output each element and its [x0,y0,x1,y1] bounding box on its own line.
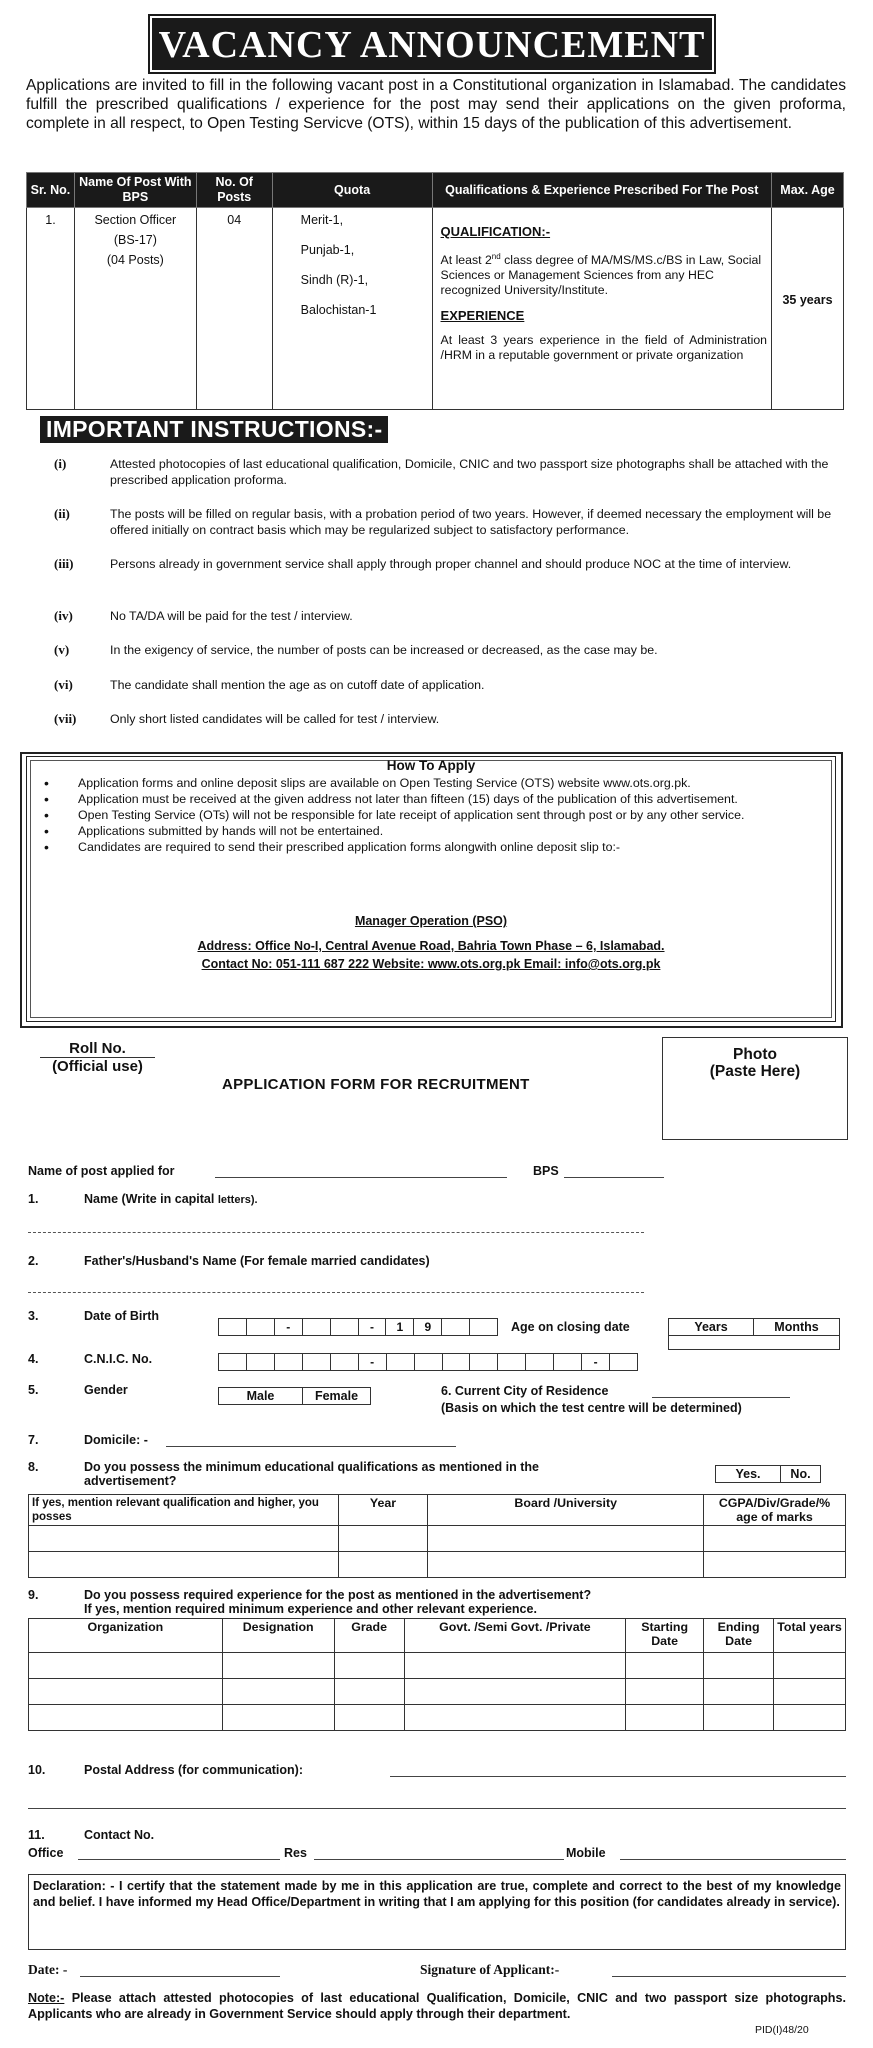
contact-address: Address: Office No-I, Central Avenue Road, Bahria Town Phase – 6, Islamabad. [197,939,665,953]
cnic-cell[interactable]: - [582,1354,610,1370]
instruction-num: (iv) [54,608,73,623]
page-title: VACANCY ANNOUNCEMENT [158,24,706,66]
row-post [74,208,196,410]
vacancy-table [26,172,844,410]
cnic-cell[interactable] [331,1354,359,1370]
office-label: Office [28,1846,64,1860]
table-cell[interactable] [626,1705,704,1731]
instruction-num: (iii) [54,556,74,571]
instruction-num: (ii) [54,506,70,521]
contact-name: Manager Operation (PSO) [354,914,508,928]
experience-table [28,1618,846,1731]
col-start-date: Starting Date [626,1619,704,1653]
instruction-item [36,608,842,624]
education-question: Do you possess the minimum educational qualifications as mentioned in the [84,1460,539,1474]
list-item-text: Open Testing Service (OTs) will not be responsible for late receipt of application sent through post or by any other service. [78,808,745,822]
postal-address-field-2[interactable] [28,1808,846,1809]
qualification-table-header [29,1495,846,1526]
instruction-text: Attested photocopies of last educational qualification, Domicile, CNIC and two passport size photographs shall be attached with the prescribed application proforma. [110,457,829,487]
col-total-years: Total years [774,1619,846,1653]
col-post-name: Name Of Post With BPS [74,173,196,208]
postal-address-label: Postal Address (for communication): [84,1763,304,1777]
experience-question-2: If yes, mention required minimum experience and other relevant experience. [84,1602,537,1616]
list-item-text: Application must be received at the given address not later than fifteen (15) days of the publication of this advertisement. [78,792,738,806]
res-label: Res [284,1846,307,1860]
date-label: Date: - [28,1962,68,1977]
table-cell[interactable] [704,1526,846,1552]
table-cell[interactable] [404,1679,626,1705]
col-quota: Quota [272,173,432,208]
table-cell[interactable] [428,1526,704,1552]
list-item [44,775,834,791]
name-label [84,1192,258,1206]
table-cell[interactable] [222,1653,334,1679]
how-to-apply-list [44,775,834,855]
dob-cell[interactable]: - [359,1319,387,1335]
col-board: Board /University [428,1495,704,1526]
post-applied-field[interactable] [215,1177,507,1178]
how-to-apply-title: How To Apply [386,758,476,773]
table-cell[interactable] [626,1653,704,1679]
qualification-sup: nd [491,252,501,261]
experience-text: At least 3 years experience in the field of Administration /HRM in a reputable government or private organization [440,333,768,363]
note-label: Note:- [28,1991,65,2005]
cnic-cell[interactable]: - [359,1354,387,1370]
dob-field[interactable] [218,1318,498,1336]
table-cell[interactable] [29,1653,223,1679]
instructions-heading: IMPORTANT INSTRUCTIONS:- [40,416,388,443]
table-row[interactable] [29,1526,846,1552]
qualification-table [28,1494,846,1578]
photo-paste-label: (Paste Here) [709,1063,801,1080]
instruction-item [36,556,842,572]
table-cell[interactable] [704,1653,774,1679]
field-5-num: 5. [28,1383,39,1397]
city-note: (Basis on which the test centre will be determined) [441,1401,742,1415]
city-label: 6. Current City of Residence [441,1384,609,1398]
cnic-cell[interactable] [610,1354,637,1370]
table-row[interactable] [29,1705,846,1731]
bps-field[interactable] [564,1177,664,1178]
quota-item: Sindh (R)-1, [300,273,369,287]
education-yes-option[interactable]: Yes. [715,1465,781,1483]
field-3-num: 3. [28,1309,39,1323]
list-item [44,807,834,823]
col-max-age: Max. Age [772,173,844,208]
table-cell[interactable] [29,1526,339,1552]
table-cell[interactable] [404,1705,626,1731]
table-cell[interactable] [222,1705,334,1731]
cnic-cell[interactable] [470,1354,498,1370]
post-name: Section Officer [94,213,177,227]
row-quota [272,208,432,410]
table-cell[interactable] [338,1552,428,1578]
col-qualification: If yes, mention relevant qualification and higher, you posses [29,1495,339,1526]
mobile-field[interactable] [620,1859,846,1860]
date-field[interactable] [80,1976,280,1977]
table-cell[interactable] [29,1679,223,1705]
roll-official: (Official use) [40,1057,155,1075]
table-row[interactable] [29,1679,846,1705]
cnic-field[interactable] [218,1353,638,1371]
dob-cell[interactable] [470,1319,497,1335]
col-sr-no: Sr. No. [27,173,75,208]
field-11-num: 11. [28,1828,45,1842]
table-cell[interactable] [704,1552,846,1578]
post-bps: (BS-17) [113,233,157,247]
note-text: Please attach attested photocopies of last educational Qualification, Domicile, CNIC and two passport size photographs. Applicants who are already in Government Service should apply through their department. [28,1991,846,2021]
cnic-cell[interactable] [554,1354,582,1370]
qualification-heading: QUALIFICATION:- [440,224,551,239]
father-name-label: Father's/Husband's Name (For female married candidates) [84,1254,430,1268]
dob-cell[interactable] [303,1319,331,1335]
bullet: • [44,775,49,791]
list-item [44,791,834,807]
cnic-cell[interactable] [443,1354,471,1370]
years-field[interactable]: Years [668,1318,754,1336]
table-cell[interactable] [774,1679,846,1705]
bullet: • [44,791,49,807]
list-item [44,823,834,839]
table-cell[interactable] [428,1552,704,1578]
roll-no-label [40,1040,155,1075]
signature-field[interactable] [612,1976,846,1977]
table-row [27,208,844,410]
gender-male-option[interactable]: Male [218,1387,303,1405]
list-item-text: Candidates are required to send their prescribed application forms alongwith online deposit slip to:- [78,840,621,854]
cnic-cell[interactable] [275,1354,303,1370]
instruction-text: The candidate shall mention the age as on cutoff date of application. [110,678,485,692]
table-cell[interactable] [29,1552,339,1578]
age-closing-label: Age on closing date [511,1320,630,1334]
cnic-cell[interactable] [219,1354,247,1370]
domicile-field[interactable] [166,1446,456,1447]
pid-code: PID(I)48/20 [755,2024,809,2036]
city-field[interactable] [652,1397,790,1398]
declaration-box: Declaration: - I certify that the statement made by me in this application are true, complete and correct to the best of my knowledge and belief. I have informed my Head Office/Department in writing that I am applying for this position (for candidates already in service). [28,1874,846,1950]
table-cell[interactable] [334,1653,404,1679]
name-label-small: letters). [217,1194,258,1206]
res-field[interactable] [314,1859,564,1860]
cnic-label: C.N.I.C. No. [84,1352,153,1366]
dob-label: Date of Birth [84,1309,159,1323]
domicile-label: Domicile: - [84,1433,148,1447]
instruction-text: In the exigency of service, the number of posts can be increased or decreased, as the case may be. [110,643,658,657]
post-applied-label: Name of post applied for [28,1164,175,1178]
table-cell[interactable] [704,1705,774,1731]
experience-table-header [29,1619,846,1653]
instruction-text: The posts will be filled on regular basis, with a probation period of two years. However, if deemed necessary the employment will be offered initially on contract basis which may be regularized subject to satisfactory performance. [110,507,832,537]
intro-paragraph: Applications are invited to fill in the following vacant post in a Constitutional organization in Islamabad. The candidates fulfill the prescribed qualifications / experience for the post may send their applications on the given proforma, complete in all respect, to Open Testing Servicve (OTS), within 15 days of the publication of this advertisement. [26,77,846,132]
list-item-text: Application forms and online deposit slips are available on Open Testing Service (OTS) website www.ots.org.pk. [78,776,691,790]
col-exp-grade: Grade [334,1619,404,1653]
table-cell[interactable] [626,1679,704,1705]
experience-question: Do you possess required experience for the post as mentioned in the advertisement? [84,1588,592,1602]
dob-cell[interactable]: 1 [386,1319,414,1335]
instruction-item [36,642,842,658]
footer-note [28,1990,846,2022]
table-cell[interactable] [774,1705,846,1731]
office-field[interactable] [78,1859,280,1860]
name-field[interactable] [28,1232,644,1233]
quota-item: Punjab-1, [300,243,355,257]
contact-label: Contact No. [84,1828,155,1842]
col-designation: Designation [222,1619,334,1653]
instruction-num: (vii) [54,711,77,726]
table-row[interactable] [29,1552,846,1578]
education-question-2: advertisement? [84,1474,177,1488]
list-item-text: Applications submitted by hands will not be entertained. [78,824,384,838]
gender-female-option[interactable]: Female [303,1387,371,1405]
father-name-field[interactable] [28,1292,644,1293]
dob-cell[interactable] [247,1319,275,1335]
gender-label: Gender [84,1383,128,1397]
table-cell[interactable] [774,1653,846,1679]
experience-heading: EXPERIENCE [440,308,525,324]
field-7-num: 7. [28,1433,39,1447]
postal-address-field[interactable] [390,1776,846,1777]
field-2-num: 2. [28,1254,39,1268]
col-end-date: Ending Date [704,1619,774,1653]
instruction-num: (i) [54,456,67,471]
table-cell[interactable] [334,1679,404,1705]
table-row[interactable] [29,1653,846,1679]
col-year: Year [338,1495,428,1526]
instruction-num: (v) [54,642,70,657]
instruction-text: Persons already in government service shall apply through proper channel and should produce NOC at the time of interview. [110,557,792,571]
cnic-cell[interactable] [303,1354,331,1370]
bullet: • [44,839,49,855]
age-value-field[interactable] [668,1336,840,1350]
field-9-num: 9. [28,1588,39,1602]
photo-box[interactable] [662,1037,848,1140]
quota-item: Merit-1, [300,213,344,227]
post-count: (04 Posts) [106,253,164,267]
instruction-item [36,506,842,538]
cnic-cell[interactable] [526,1354,554,1370]
col-organization: Organization [29,1619,223,1653]
mobile-label: Mobile [566,1846,606,1860]
row-no-of-posts: 04 [196,208,272,410]
bps-label: BPS [533,1164,559,1178]
cnic-cell[interactable] [498,1354,526,1370]
education-no-option[interactable]: No. [781,1465,821,1483]
form-title: APPLICATION FORM FOR RECRUITMENT [222,1076,530,1093]
field-1-num: 1. [28,1192,39,1206]
cnic-cell[interactable] [247,1354,275,1370]
quota-item: Balochistan-1 [300,303,377,317]
dob-cell[interactable] [442,1319,470,1335]
table-cell[interactable] [404,1653,626,1679]
table-cell[interactable] [704,1679,774,1705]
instruction-num: (vi) [54,677,73,692]
field-10-num: 10. [28,1763,46,1777]
bullet: • [44,823,49,839]
col-no-of-posts: No. Of Posts [196,173,272,208]
bullet: • [44,807,49,823]
table-cell[interactable] [29,1705,223,1731]
table-cell[interactable] [222,1679,334,1705]
dob-cell[interactable] [219,1319,247,1335]
roll-no: Roll No. [69,1040,126,1057]
col-grade: CGPA/Div/Grade/% age of marks [704,1495,846,1526]
qualification-text-a: At least 2 [440,253,492,268]
contact-line[interactable]: Contact No: 051-111 687 222 Website: www.ots.org.pk Email: info@ots.org.pk [201,957,661,971]
instruction-item [36,677,842,693]
instruction-text: No TA/DA will be paid for the test / interview. [110,609,353,623]
col-govt: Govt. /Semi Govt. /Private [404,1619,626,1653]
instruction-item [36,456,842,488]
instruction-item [36,711,842,727]
dob-cell[interactable]: - [275,1319,303,1335]
col-qualifications: Qualifications & Experience Prescribed For The Post [432,173,771,208]
instruction-text: Only short listed candidates will be called for test / interview. [110,712,440,726]
field-4-num: 4. [28,1352,39,1366]
dob-cell[interactable]: 9 [414,1319,442,1335]
name-label-main: Name (Write in capital [84,1192,215,1206]
dob-cell[interactable] [331,1319,359,1335]
row-qualifications [432,208,771,410]
months-field[interactable]: Months [754,1318,840,1336]
list-item [44,839,834,855]
title-banner [152,18,712,70]
qualification-text-b: class degree of MA/MS/MS.c/BS in Law, Social Sciences or Management Sciences from any HEC recognized University/Institute. [440,253,762,298]
signature-label: Signature of Applicant:- [420,1962,560,1977]
field-8-num: 8. [28,1460,39,1474]
table-cell[interactable] [334,1705,404,1731]
qualification-text [441,249,767,298]
row-max-age: 35 years [772,208,844,410]
vacancy-table-header [27,173,844,208]
cnic-cell[interactable] [415,1354,443,1370]
row-sr: 1. [27,208,75,410]
photo-label: Photo [733,1046,777,1063]
table-cell[interactable] [338,1526,428,1552]
cnic-cell[interactable] [387,1354,415,1370]
